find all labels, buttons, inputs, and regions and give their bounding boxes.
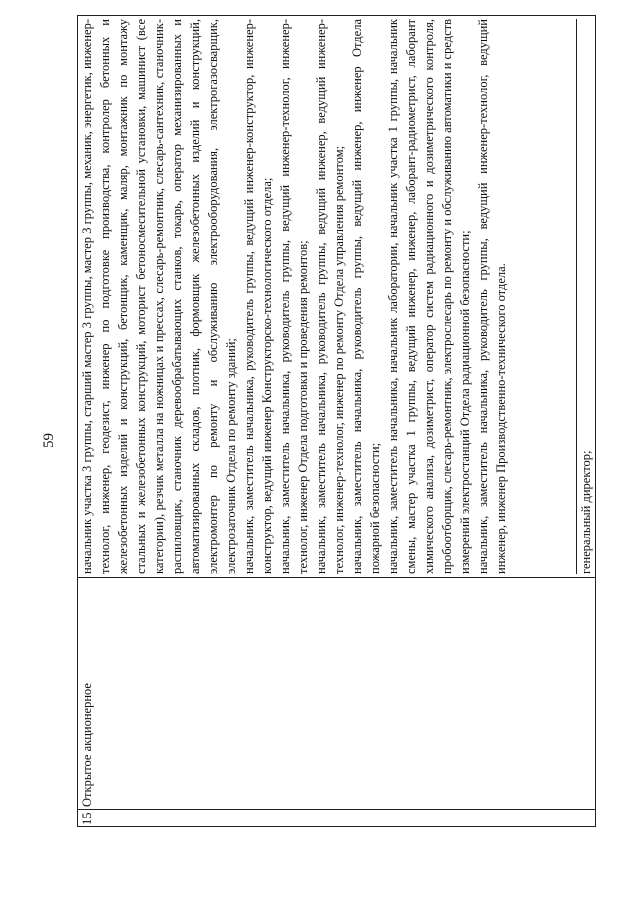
rotated-table [77,15,596,827]
row-number-cell: 15 [78,809,595,827]
positions-paragraph: начальник участка 3 группы, старший мастер 3 группы, мастер 3 группы, механик, энергетик, инженер-технолог, инженер, геодезист, инженер по подготовке производства, контролер бетонных и железобетонных изделий и конструкций, бетонщик, каменщик, маляр, монтажник по монтажу стальных и железобетонных конструкций, моторист бетоносмесительной установки, машинист (все категории), резчик металла на ножницах и прессах, слесарь-ремонтник, слесарь-сантехник, станочник-распиловщик, станочник деревообрабатывающих станков, токарь, оператор механизированных и автоматизированных складов, плотник, формовщик железобетонных изделий и конструкций, электромонтер по ремонту и обслуживанию электрооборудования, электрогазосварщик, электрозаточник Отдела по ремонту зданий; [80,19,238,574]
positions-paragraph: начальник, заместитель начальника, руководитель группы, ведущий инженер-технолог, инженер-технолог, инженер Отдела подготовки и проведения ремонтов; [278,19,310,574]
organization-cell: Открытое акционерное [78,577,595,809]
positions-paragraph: начальник, заместитель начальника, руководитель группы, ведущий инженер-конструктор, инженер-конструктор, ведущий инженер Конструкторско-технологического отдела; [242,19,274,574]
final-line-text: генеральный директор; [579,450,593,574]
final-line [576,19,595,574]
positions-paragraph: начальник, заместитель начальника, руководитель группы, ведущий инженер-технолог, ведущий инженер, инженер Производственно-технического отдела. [476,19,508,574]
positions-cell [78,15,595,577]
page-number: 59 [41,433,57,448]
table-row [77,15,596,827]
positions-paragraph: начальник, заместитель начальника, начальник лаборатории, начальник участка 1 группы, начальник смены, мастер участка 1 группы, ведущий инженер, инженер, лаборант-радиометрист, лаборант химического анализа, дозиметрист, оператор систем радиационного и дозиметрического контроля, пробоотборщик, слесарь-ремонтник, электрослесарь по ремонту и обслуживанию автоматики и средств измерений электростанций Отдела радиационной безопасности; [386,19,472,574]
positions-paragraph: начальник, заместитель начальника, руководитель группы, ведущий инженер, ведущий инженер-технолог, инженер-технолог, инженер по ремонту Отдела управления ремонтом; [314,19,346,574]
positions-paragraph: начальник, заместитель начальника, руководитель группы, ведущий инженер, инженер Отдела пожарной безопасности; [350,19,382,574]
